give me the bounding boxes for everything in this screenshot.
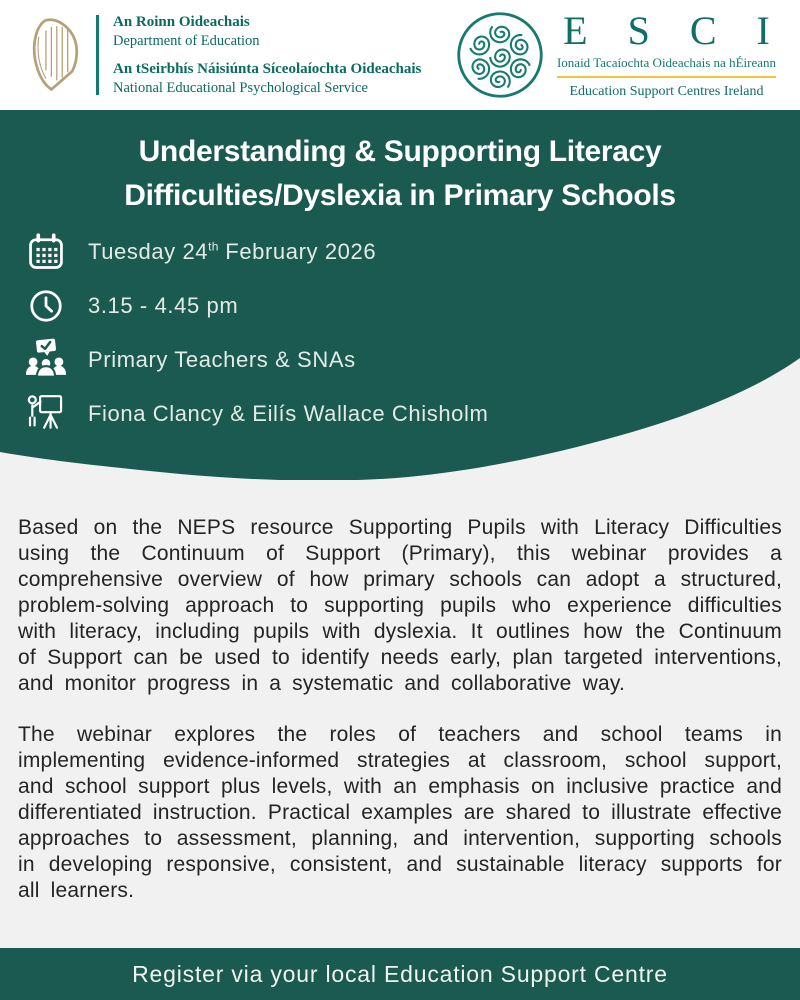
- esci-gold-rule: [557, 76, 776, 78]
- presenters-row: [24, 394, 800, 434]
- event-date-prefix: Tuesday 24: [88, 239, 209, 264]
- department-name-english: Department of Education: [113, 32, 260, 49]
- esci-name-english: Education Support Centres Ireland: [569, 84, 764, 99]
- page-title: [0, 110, 800, 218]
- logo-divider: [96, 15, 99, 95]
- description-section: [0, 480, 800, 948]
- esci-acronym: E S C I: [563, 8, 785, 53]
- audience-icon: [24, 338, 68, 382]
- esci-logo: [455, 8, 785, 100]
- footer-banner: [0, 948, 800, 1000]
- neps-name-english: National Educational Psychological Service: [113, 79, 368, 96]
- calendar-icon: [24, 230, 68, 274]
- audience-row: [24, 340, 800, 380]
- audience-text: Primary Teachers & SNAs: [88, 347, 356, 372]
- hero-section: [0, 110, 800, 480]
- page-title-line1: Understanding & Supporting Literacy: [138, 135, 662, 168]
- esci-name-irish: Ionaid Tacaíochta Oideachais na hÉireann: [556, 55, 776, 70]
- esci-spiral-icon: [455, 10, 545, 100]
- event-time-row: [24, 286, 800, 326]
- description-paragraph-2: The webinar explores the roles of teachers and school teams in implementing evidence-informed strategies at classroom, school support, and school support plus levels, with an emphasis on inclusive practice and differentiated instruction. Practical examples are shared to illustrate effective approaches to assessment, planning, and intervention, supporting schools in developing responsive, consistent, and sustainable literacy supports for all learners.: [18, 723, 782, 902]
- presenters-text: Fiona Clancy & Eilís Wallace Chisholm: [88, 401, 489, 426]
- event-date-rest: February 2026: [218, 239, 377, 264]
- event-date-ordinal: th: [208, 239, 219, 254]
- event-time: 3.15 - 4.45 pm: [88, 293, 239, 318]
- footer-text: Register via your local Education Support Centre: [132, 960, 668, 987]
- clock-icon: [24, 284, 68, 328]
- department-name-irish: An Roinn Oideachais: [113, 13, 250, 30]
- harp-icon: [22, 9, 88, 101]
- esci-text-block: [556, 8, 785, 100]
- description-paragraph-1: Based on the NEPS resource Supporting Pupils with Literacy Difficulties using the Continuum of Support (Primary), this webinar provides a comprehensive overview of how primary schools can adopt a structured, problem-solving approach to supporting pupils who experience difficulties with literacy, including pupils with dyslexia. It outlines how the Continuum of Support can be used to identify needs early, plan targeted interventions, and monitor progress in a systematic and collaborative way.: [18, 516, 782, 695]
- event-details: [0, 232, 800, 434]
- event-date: [88, 239, 376, 265]
- department-of-education-logo: [22, 9, 421, 101]
- event-date-row: [24, 232, 800, 272]
- presenter-icon: [24, 392, 68, 436]
- page-title-line2: Difficulties/Dyslexia in Primary Schools: [124, 179, 676, 212]
- hero-content: [0, 110, 800, 434]
- neps-name-irish: An tSeirbhís Náisiúnta Síceolaíochta Oideachais: [113, 60, 422, 77]
- department-text-block: [113, 13, 421, 98]
- header-bar: [0, 0, 800, 110]
